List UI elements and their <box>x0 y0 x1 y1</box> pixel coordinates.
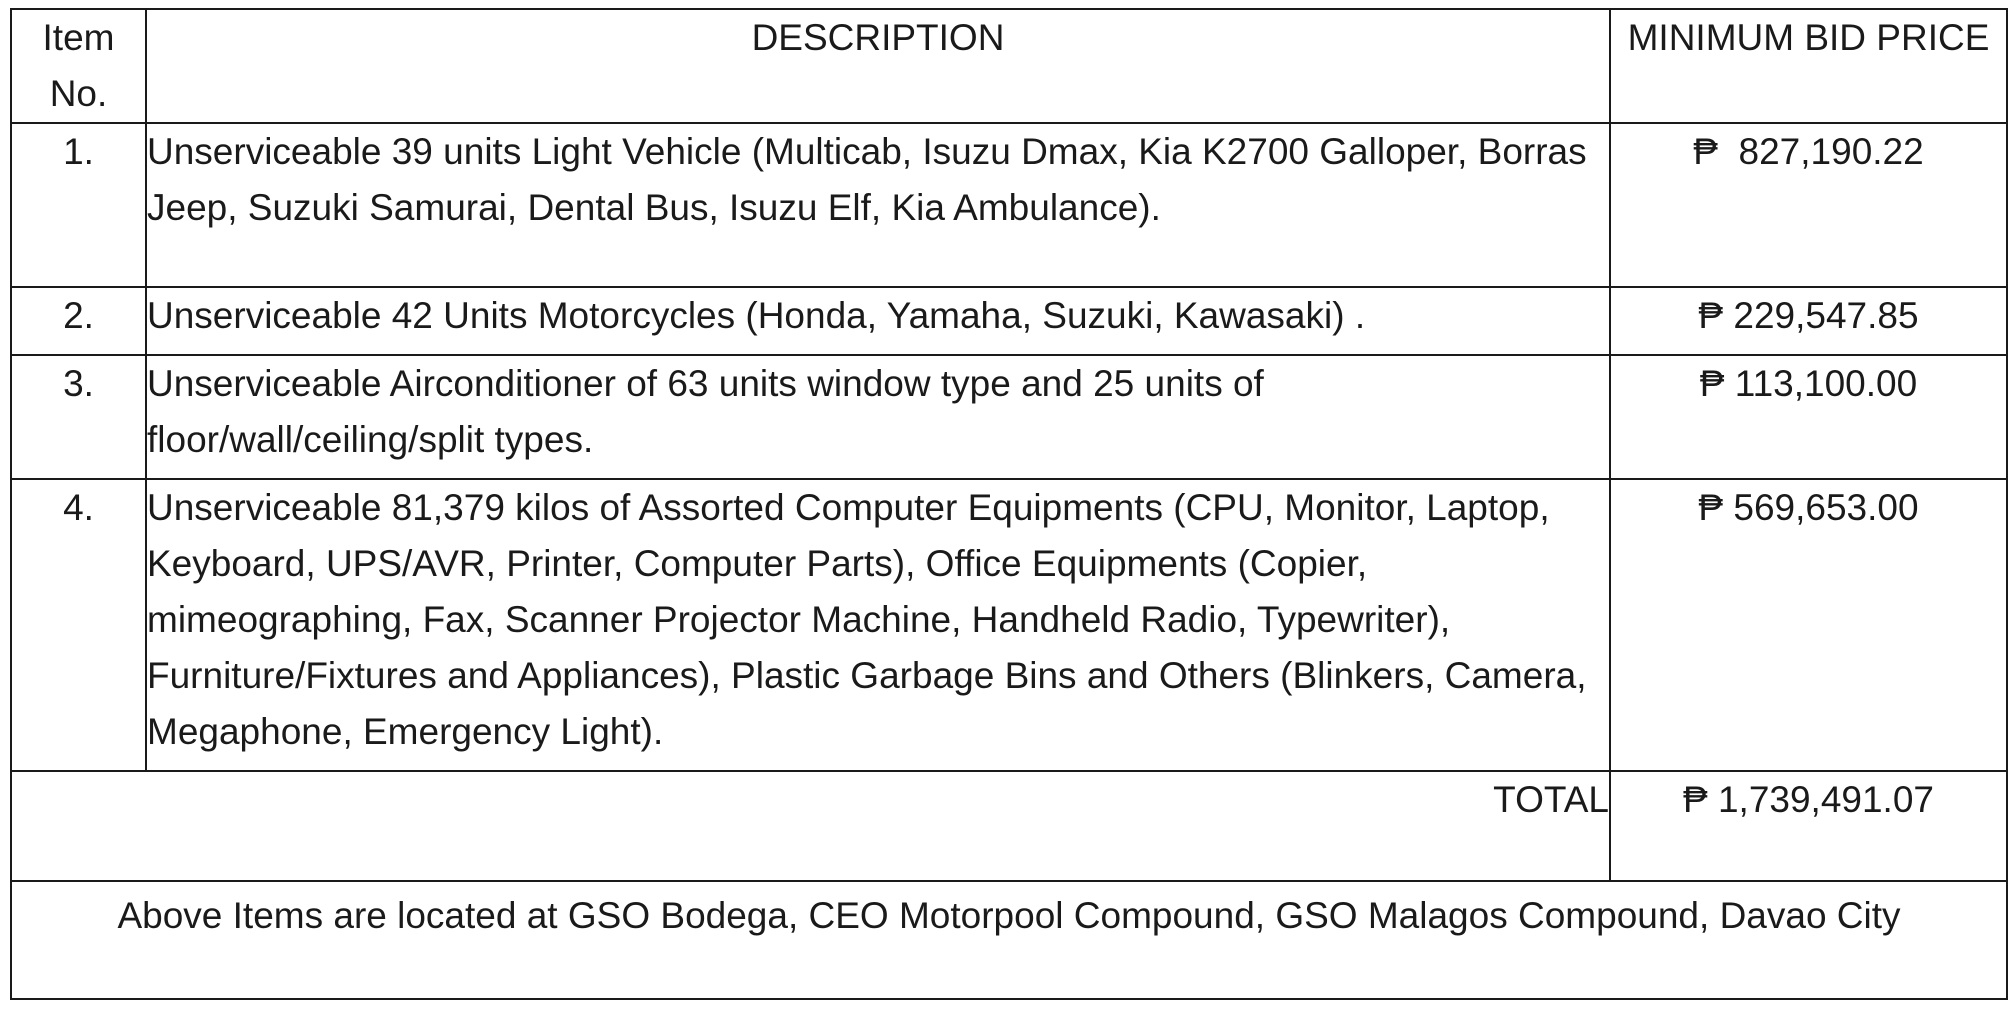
total-row <box>11 771 2007 881</box>
item-price: ₱ 827,190.22 <box>1610 123 2007 287</box>
location-note-row <box>11 881 2007 999</box>
header-row <box>11 9 2007 123</box>
table-row <box>11 355 2007 479</box>
item-price: ₱ 113,100.00 <box>1610 355 2007 479</box>
cropped-heading-fragment <box>150 0 1750 8</box>
header-minimum-bid-price: MINIMUM BID PRICE <box>1610 9 2007 123</box>
item-description: Unserviceable 81,379 kilos of Assorted Computer Equipments (CPU, Monitor, Laptop, Keyboard, UPS/AVR, Printer, Computer Parts), Office Equipments (Copier, mimeographing, Fax, Scanner Projector Machine, Handheld Radio, Typewriter), Furniture/Fixtures and Appliances), Plastic Garbage Bins and Others (Blinkers, Camera, Megaphone, Emergency Light). <box>146 479 1610 771</box>
item-number: 4. <box>11 479 146 771</box>
bid-items-table <box>10 8 2008 1000</box>
item-description: Unserviceable Airconditioner of 63 units window type and 25 units of floor/wall/ceiling/split types. <box>146 355 1610 479</box>
table-row <box>11 479 2007 771</box>
total-label: TOTAL <box>11 771 1610 881</box>
table-row <box>11 123 2007 287</box>
header-item-no: Item No. <box>11 9 146 123</box>
location-note: Above Items are located at GSO Bodega, CEO Motorpool Compound, GSO Malagos Compound, Davao City <box>11 881 2007 999</box>
item-description: Unserviceable 42 Units Motorcycles (Honda, Yamaha, Suzuki, Kawasaki) . <box>146 287 1610 355</box>
item-number: 1. <box>11 123 146 287</box>
table-row <box>11 287 2007 355</box>
total-value: ₱ 1,739,491.07 <box>1610 771 2007 881</box>
item-price: ₱ 569,653.00 <box>1610 479 2007 771</box>
item-price: ₱ 229,547.85 <box>1610 287 2007 355</box>
item-description: Unserviceable 39 units Light Vehicle (Multicab, Isuzu Dmax, Kia K2700 Galloper, Borras Jeep, Suzuki Samurai, Dental Bus, Isuzu Elf, Kia Ambulance). <box>146 123 1610 287</box>
item-number: 3. <box>11 355 146 479</box>
item-number: 2. <box>11 287 146 355</box>
header-description: DESCRIPTION <box>146 9 1610 123</box>
